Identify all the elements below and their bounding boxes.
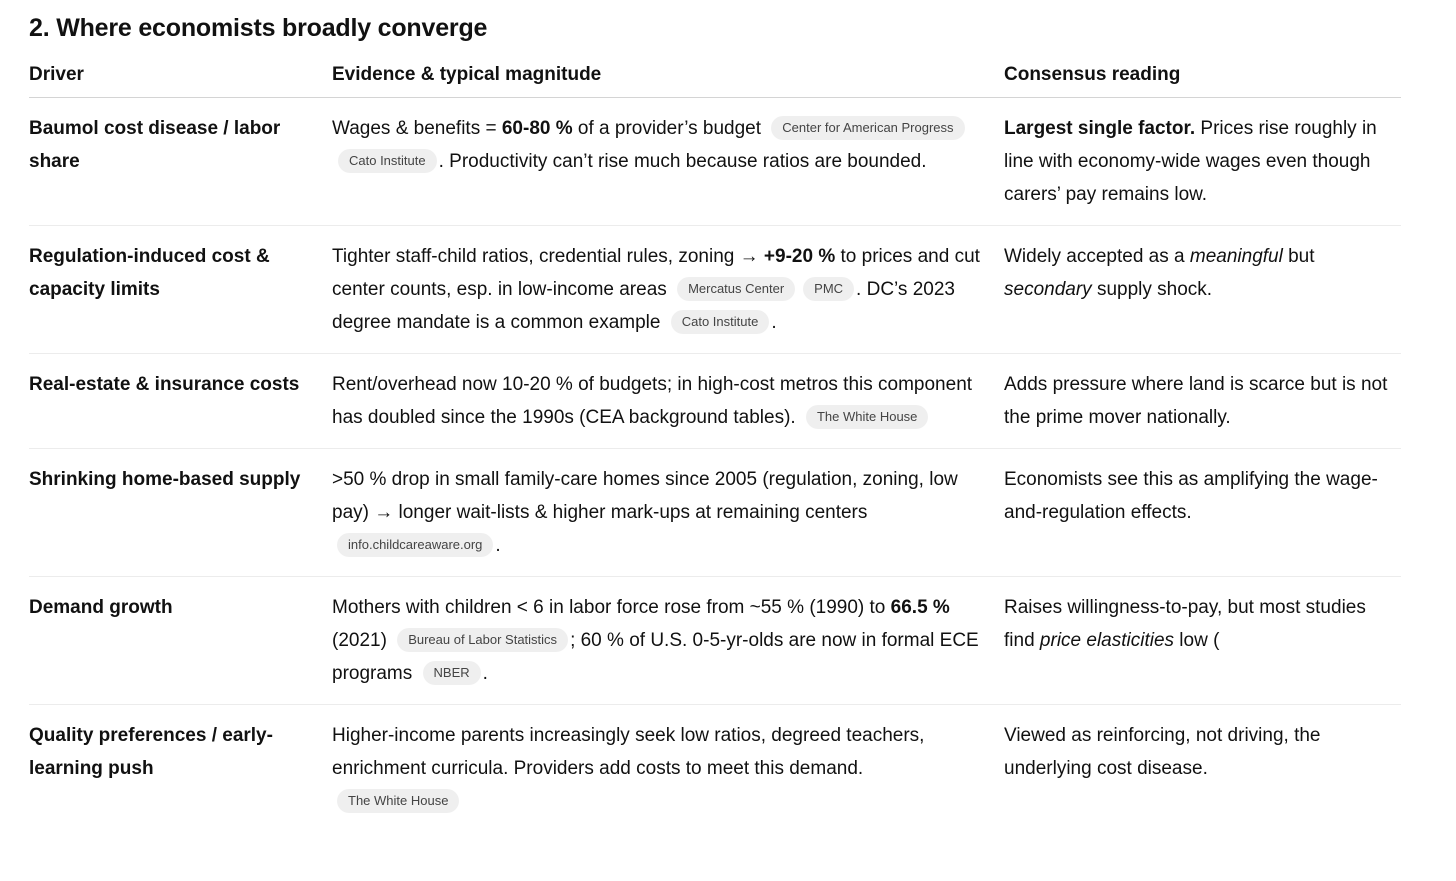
text-run: Widely accepted as a [1004, 246, 1190, 267]
source-citation-chip[interactable]: PMC [803, 277, 854, 301]
text-run: . DC’s 2023 degree mandate is a common example [332, 279, 955, 333]
text-run: to prices and cut center counts, esp. in low-income areas [332, 246, 980, 300]
driver-cell: Shrinking home-based supply [29, 449, 332, 577]
table-row [29, 354, 1401, 449]
source-citation-chip[interactable]: The White House [806, 405, 928, 429]
italic-text: meaningful [1189, 246, 1283, 267]
evidence-cell [332, 449, 1004, 577]
source-citation-chip[interactable]: Mercatus Center [677, 277, 795, 301]
text-run: Tighter staff-child ratios, credential rules, zoning → [332, 246, 764, 267]
text-run: . Productivity can’t rise much because ratios are bounded. [438, 151, 927, 172]
bold-text: 66.5 % [890, 597, 950, 618]
text-run: Mothers with children < 6 in labor force rose from ~55 % (1990) to [332, 597, 891, 618]
source-citation-chip[interactable]: The White House [337, 789, 459, 813]
text-run: Rent/overhead now 10-20 % of budgets; in high-cost metros this component has doubled since the 1990s (CEA background tables). [332, 374, 973, 428]
table-row [29, 98, 1401, 226]
evidence-cell [332, 354, 1004, 449]
table-row [29, 705, 1401, 833]
text-run: Economists see this as amplifying the wage-and-regulation effects. [1004, 469, 1378, 523]
table-row [29, 449, 1401, 577]
evidence-cell [332, 98, 1004, 226]
source-citation-chip[interactable]: NBER [423, 661, 481, 685]
drivers-table [29, 57, 1401, 832]
text-run: Prices rise roughly in line with economy-wide wages even though carers’ pay remains low. [1004, 118, 1377, 205]
consensus-cell [1004, 226, 1401, 354]
source-citation-chip[interactable]: Bureau of Labor Statistics [397, 628, 568, 652]
text-run: (2021) [332, 630, 393, 651]
driver-cell: Demand growth [29, 577, 332, 705]
driver-cell: Quality preferences / early-learning push [29, 725, 273, 779]
text-run: low ( [1174, 630, 1220, 651]
header-consensus: Consensus reading [1004, 57, 1401, 98]
text-run: Wages & benefits = [332, 118, 502, 139]
text-run: of a provider’s budget [572, 118, 767, 139]
text-run: supply shock. [1091, 279, 1213, 300]
bold-text: +9-20 % [763, 246, 836, 267]
text-run: Higher-income parents increasingly seek low ratios, degreed teachers, enrichment curricula. Providers add costs to meet this demand. [332, 725, 925, 779]
evidence-cell [332, 577, 1004, 705]
table-row [29, 226, 1401, 354]
text-run: . [495, 535, 501, 556]
table-header-row [29, 57, 1401, 98]
header-driver: Driver [29, 57, 332, 98]
header-evidence: Evidence & typical magnitude [332, 57, 1004, 98]
driver-cell: Real-estate & insurance costs [29, 354, 332, 449]
consensus-cell [1004, 577, 1401, 705]
consensus-cell [1004, 705, 1401, 833]
bold-text: 60-80 % [501, 118, 573, 139]
consensus-cell [1004, 449, 1401, 577]
source-citation-chip[interactable]: Cato Institute [338, 149, 437, 173]
text-run: ; 60 % of U.S. 0-5-yr-olds are now in formal ECE programs [332, 630, 979, 684]
text-run: Adds pressure where land is scarce but is not the prime mover nationally. [1004, 374, 1388, 428]
section-title: 2. Where economists broadly converge [29, 14, 488, 42]
text-run: but [1282, 246, 1315, 267]
text-run: Raises willingness-to-pay, but most studies find [1004, 597, 1366, 651]
source-citation-chip[interactable]: Cato Institute [671, 310, 770, 334]
driver-cell: Baumol cost disease / labor share [29, 98, 332, 226]
evidence-cell [332, 705, 1004, 833]
text-run: . [771, 312, 777, 333]
source-citation-chip[interactable]: info.childcareaware.org [337, 533, 493, 557]
italic-text: price elasticities [1039, 630, 1175, 651]
source-citation-chip[interactable]: Center for American Progress [771, 116, 964, 140]
evidence-cell [332, 226, 1004, 354]
consensus-cell [1004, 354, 1401, 449]
text-run: . [482, 663, 488, 684]
consensus-cell [1004, 98, 1401, 226]
text-run: Viewed as reinforcing, not driving, the underlying cost disease. [1004, 725, 1321, 779]
bold-text: Largest single factor. [1004, 118, 1196, 139]
table-row [29, 577, 1401, 705]
driver-cell: Regulation-induced cost & capacity limits [29, 226, 332, 354]
italic-text: secondary [1004, 279, 1092, 300]
text-run: >50 % drop in small family-care homes since 2005 (regulation, zoning, low pay) → longer wait-lists & higher mark-ups at remaining centers [332, 469, 958, 523]
